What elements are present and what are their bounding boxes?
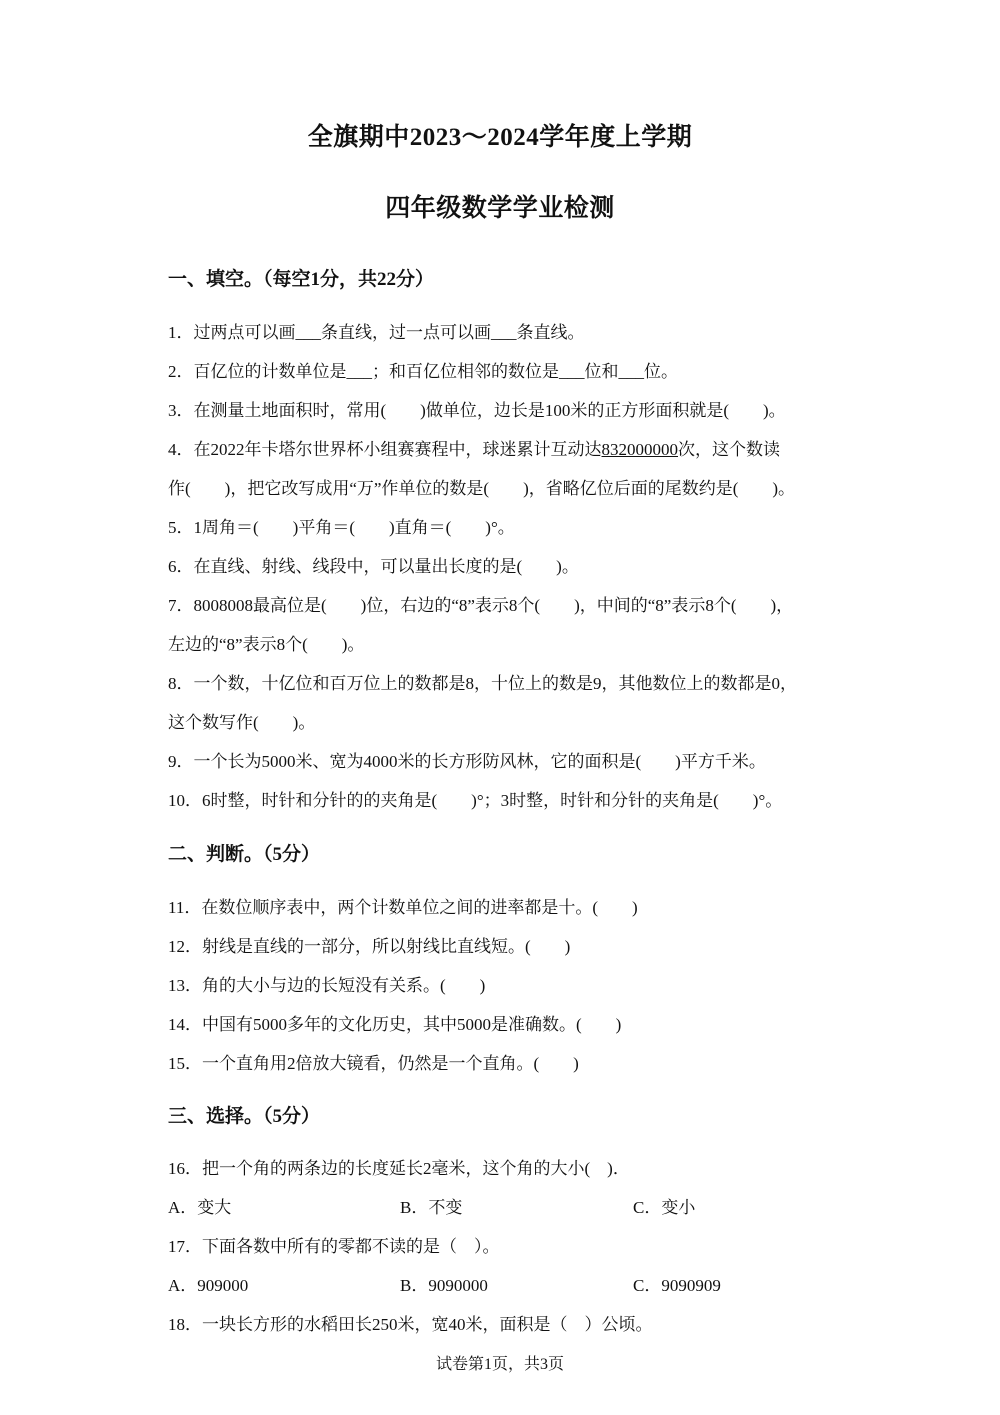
question-1: 1．过两点可以画___条直线，过一点可以画___条直线。 (168, 323, 585, 342)
question-17-option-b: B．9090000 (400, 1276, 488, 1295)
page-footer: 试卷第1页，共3页 (435, 1356, 564, 1373)
question-14: 14．中国有5000多年的文化历史，其中5000是准确数。( ) (168, 1015, 622, 1034)
question-10: 10．6时整，时针和分针的的夹角是( )°；3时整，时针和分针的夹角是( )°。 (168, 791, 783, 810)
question-2: 2．百亿位的计数单位是___；和百亿位相邻的数位是___位和___位。 (168, 362, 678, 381)
question-5: 5．1周角＝( )平角＝( )直角＝( )°。 (168, 518, 515, 537)
question-15: 15．一个直角用2倍放大镜看，仍然是一个直角。( ) (168, 1054, 579, 1073)
question-4-number: 832000000 (601, 440, 678, 459)
question-7-line-1: 7．8008008最高位是( )位，右边的“8”表示8个( )，中间的“8”表示8个( )， (168, 596, 794, 615)
question-4-line-1 (168, 435, 780, 460)
question-4-text-end: 次，这个数读 (678, 440, 780, 459)
question-4-text: 4．在2022年卡塔尔世界杯小组赛赛程中，球迷累计互动达 (168, 440, 602, 459)
question-16: 16．把一个角的两条边的长度延长2毫米，这个角的大小( )． (168, 1159, 630, 1178)
question-17: 17．下面各数中所有的零都不读的是（ ）。 (168, 1237, 500, 1256)
question-16-option-a: A．变大 (168, 1198, 232, 1217)
section-choice-heading: 三、选择。（5分） (168, 1106, 321, 1127)
exam-subtitle: 四年级数学学业检测 (385, 195, 615, 222)
question-16-option-b: B．不变 (400, 1198, 463, 1217)
question-11: 11．在数位顺序表中，两个计数单位之间的进率都是十。( ) (168, 898, 638, 917)
question-8-line-2: 这个数写作( )。 (168, 713, 316, 732)
section-fill-heading: 一、填空。（每空1分，共22分） (168, 269, 435, 290)
question-12: 12．射线是直线的一部分，所以射线比直线短。( ) (168, 937, 571, 956)
question-3: 3．在测量土地面积时，常用( )做单位，边长是100米的正方形面积就是( )。 (168, 401, 786, 420)
question-7-line-2: 左边的“8”表示8个( )。 (168, 635, 365, 654)
question-17-option-c: C．9090909 (633, 1276, 721, 1295)
question-17-option-a: A．909000 (168, 1276, 249, 1295)
question-18: 18．一块长方形的水稻田长250米，宽40米，面积是（ ）公顷。 (168, 1315, 653, 1334)
question-8-line-1: 8．一个数，十亿位和百万位上的数都是8，十位上的数是9，其他数位上的数都是0， (168, 674, 797, 693)
question-16-option-c: C．变小 (633, 1198, 696, 1217)
section-judge-heading: 二、判断。（5分） (168, 844, 321, 865)
question-6: 6．在直线、射线、线段中，可以量出长度的是( )。 (168, 557, 579, 576)
question-13: 13．角的大小与边的长短没有关系。( ) (168, 976, 486, 995)
question-9: 9．一个长为5000米、宽为4000米的长方形防风林，它的面积是( )平方千米。 (168, 752, 766, 771)
exam-title: 全旗期中2023～2024学年度上学期 (307, 124, 693, 151)
question-4-line-2: 作( )，把它改写成用“万”作单位的数是( )，省略亿位后面的尾数约是( )。 (168, 479, 796, 498)
